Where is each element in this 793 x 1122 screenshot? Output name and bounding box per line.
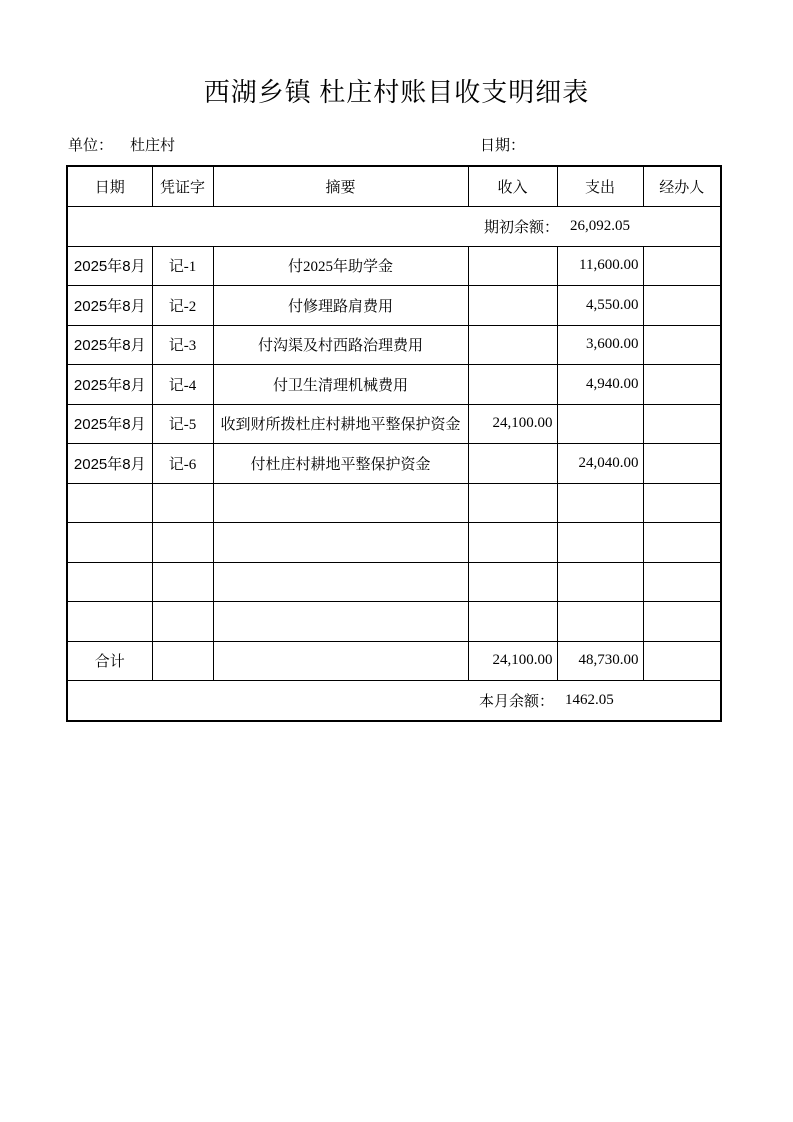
empty-row — [67, 602, 721, 642]
empty-row — [67, 483, 721, 523]
row-expense: 11,600.00 — [557, 246, 643, 286]
total-expense: 48,730.00 — [557, 641, 643, 681]
meta-row — [66, 134, 727, 156]
closing-balance-row — [67, 681, 721, 721]
row-summary: 收到财所拨杜庄村耕地平整保护资金 — [213, 404, 468, 444]
ledger-table — [66, 165, 722, 722]
row-income — [468, 286, 557, 326]
row-expense: 4,940.00 — [557, 365, 643, 405]
table-row — [67, 404, 721, 444]
header-handler: 经办人 — [643, 166, 721, 206]
row-expense: 24,040.00 — [557, 444, 643, 484]
opening-balance-value: 26,092.05 — [570, 217, 631, 234]
row-voucher: 记-4 — [152, 365, 213, 405]
unit-label: 单位： — [68, 138, 114, 154]
opening-balance-label: 期初余额： — [484, 219, 560, 236]
row-date: 2025年8月 — [67, 444, 152, 484]
table-row — [67, 365, 721, 405]
row-income — [468, 246, 557, 286]
total-summary — [213, 641, 468, 681]
header-expense: 支出 — [557, 166, 643, 206]
row-handler — [643, 365, 721, 405]
unit-value: 杜庄村 — [130, 138, 176, 154]
row-handler — [643, 404, 721, 444]
total-income: 24,100.00 — [468, 641, 557, 681]
row-handler — [643, 286, 721, 326]
header-summary: 摘要 — [213, 166, 468, 206]
row-handler — [643, 246, 721, 286]
row-date: 2025年8月 — [67, 246, 152, 286]
row-date: 2025年8月 — [67, 325, 152, 365]
opening-balance-row — [67, 206, 721, 246]
total-handler — [643, 641, 721, 681]
closing-balance-value: 1462.05 — [565, 691, 614, 708]
row-income — [468, 365, 557, 405]
total-label: 合计 — [67, 641, 152, 681]
header-income: 收入 — [468, 166, 557, 206]
row-date: 2025年8月 — [67, 286, 152, 326]
row-expense: 4,550.00 — [557, 286, 643, 326]
row-date: 2025年8月 — [67, 404, 152, 444]
row-handler — [643, 444, 721, 484]
empty-row — [67, 523, 721, 563]
row-voucher: 记-2 — [152, 286, 213, 326]
closing-balance-label: 本月余额： — [479, 693, 555, 710]
table-row — [67, 246, 721, 286]
row-voucher: 记-1 — [152, 246, 213, 286]
page-title: 西湖乡镇 杜庄村账目收支明细表 — [203, 78, 590, 107]
row-expense: 3,600.00 — [557, 325, 643, 365]
row-summary: 付沟渠及村西路治理费用 — [213, 325, 468, 365]
row-summary: 付卫生清理机械费用 — [213, 365, 468, 405]
row-summary: 付修理路肩费用 — [213, 286, 468, 326]
row-voucher: 记-3 — [152, 325, 213, 365]
row-income: 24,100.00 — [468, 404, 557, 444]
header-row — [67, 166, 721, 206]
row-summary: 付杜庄村耕地平整保护资金 — [213, 444, 468, 484]
table-row — [67, 444, 721, 484]
total-voucher — [152, 641, 213, 681]
row-income — [468, 444, 557, 484]
table-row — [67, 325, 721, 365]
row-voucher: 记-6 — [152, 444, 213, 484]
header-voucher: 凭证字 — [152, 166, 213, 206]
total-row — [67, 641, 721, 681]
row-income — [468, 325, 557, 365]
row-handler — [643, 325, 721, 365]
empty-row — [67, 562, 721, 602]
header-date: 日期 — [67, 166, 152, 206]
date-label: 日期： — [480, 138, 526, 154]
row-expense — [557, 404, 643, 444]
row-summary: 付2025年助学金 — [213, 246, 468, 286]
row-date: 2025年8月 — [67, 365, 152, 405]
row-voucher: 记-5 — [152, 404, 213, 444]
table-row — [67, 286, 721, 326]
